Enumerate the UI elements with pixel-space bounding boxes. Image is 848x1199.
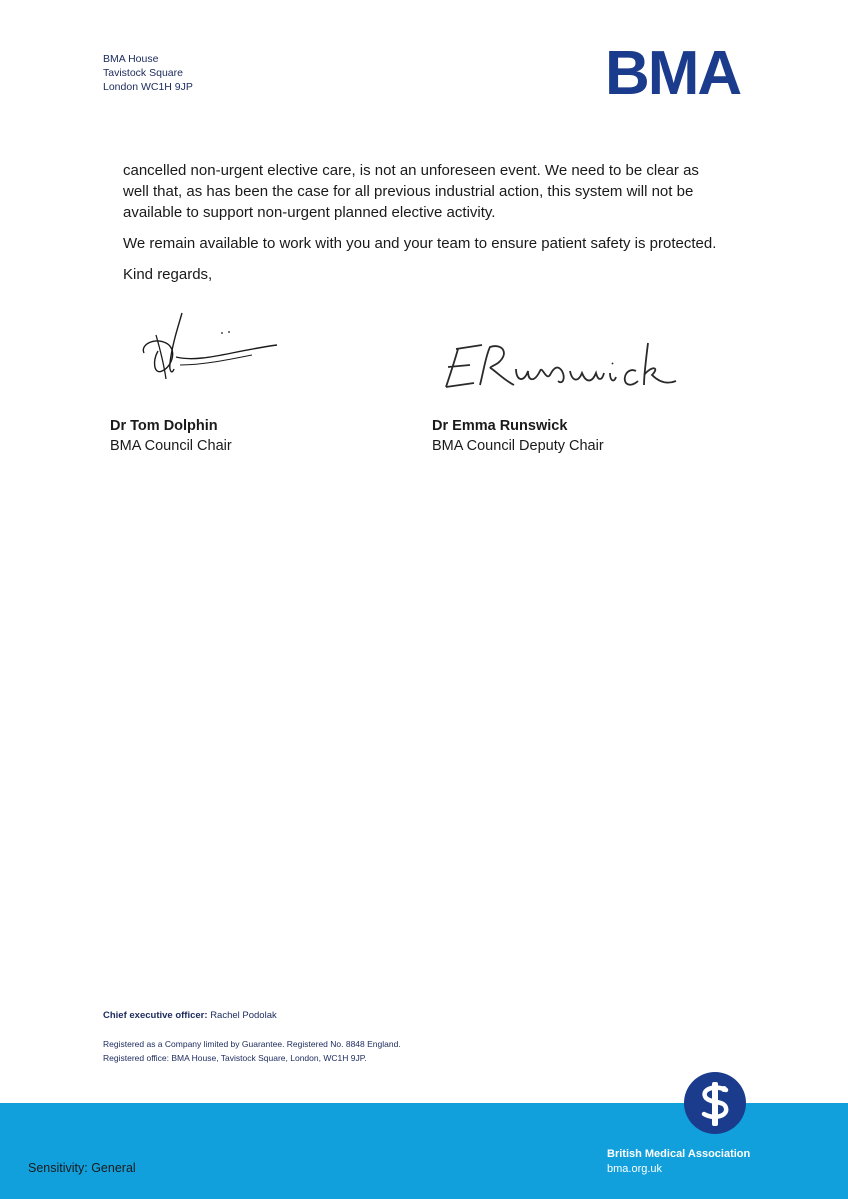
body-paragraph: We remain available to work with you and your team to ensure patient safety is protected. bbox=[123, 235, 717, 252]
bma-logo bbox=[605, 38, 750, 100]
letter-body bbox=[123, 160, 723, 295]
signature-emma-runswick bbox=[440, 335, 690, 395]
registration-line: Registered office: BMA House, Tavistock Square, London, WC1H 9JP. bbox=[103, 1053, 367, 1063]
body-paragraph: cancelled non-urgent elective care, is not an unforeseen event. We need to be clear as well that, as has been the case for all previous industrial action, this system will not be available to support non-urgent planned elective activity. bbox=[123, 162, 699, 221]
signatory-name: Dr Tom Dolphin bbox=[110, 418, 218, 434]
sender-address bbox=[103, 52, 193, 94]
ceo-line bbox=[103, 1010, 401, 1021]
address-line: Tavistock Square bbox=[103, 67, 183, 79]
footer-info bbox=[103, 1010, 401, 1065]
signatory-title: BMA Council Chair bbox=[110, 438, 232, 454]
ceo-label: Chief executive officer: bbox=[103, 1010, 208, 1021]
signatory-block-deputy-chair bbox=[432, 416, 604, 456]
association-name: British Medical Association bbox=[607, 1148, 751, 1160]
signatory-block-chair bbox=[110, 416, 232, 456]
association-url[interactable]: bma.org.uk bbox=[607, 1163, 663, 1175]
signatory-title: BMA Council Deputy Chair bbox=[432, 438, 604, 454]
signatory-name: Dr Emma Runswick bbox=[432, 418, 568, 434]
registration-line: Registered as a Company limited by Guarantee. Registered No. 8848 England. bbox=[103, 1039, 401, 1049]
ceo-name: Rachel Podolak bbox=[210, 1010, 277, 1021]
sensitivity-label: Sensitivity: General bbox=[28, 1161, 136, 1175]
closing-salutation: Kind regards, bbox=[123, 266, 213, 283]
bma-logo-text: BMA bbox=[605, 39, 741, 100]
address-line: London WC1H 9JP bbox=[103, 81, 193, 93]
address-line: BMA House bbox=[103, 53, 159, 65]
signature-tom-dolphin bbox=[132, 305, 282, 385]
bma-emblem-icon bbox=[684, 1072, 746, 1134]
